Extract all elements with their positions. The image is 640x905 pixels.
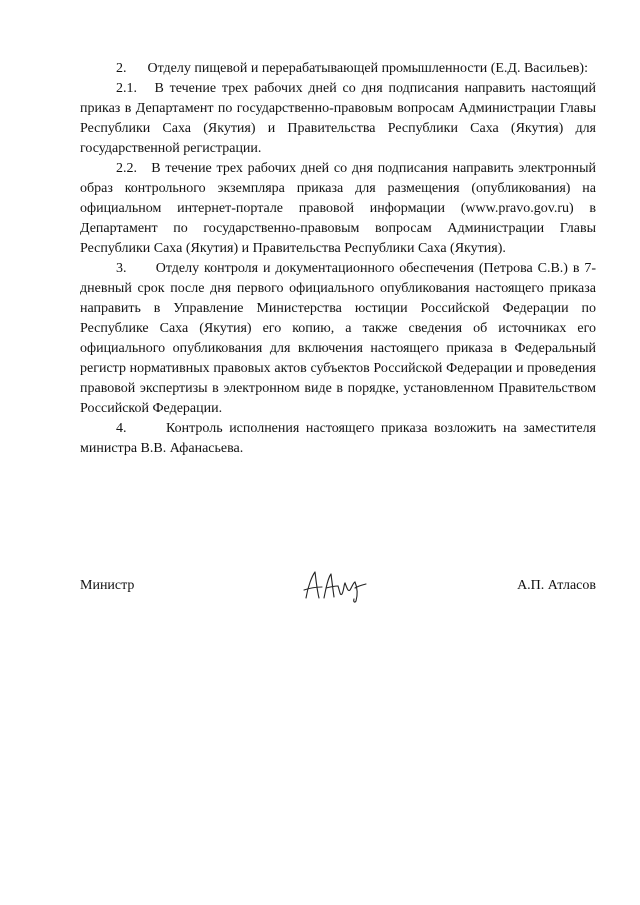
- document-body: [80, 59, 596, 459]
- signature-block: [80, 578, 596, 608]
- paragraph-3: 3. Отделу контроля и документационного обеспечения (Петрова С.В.) в 7-дневный срок после дня первого официального опубликования настоящего приказа направить в Управление Министерства юстиции Российской Федерации по Республике Саха (Якутия) его копию, а также сведения об источниках его официального опубликования для включения настоящего приказа в Федеральный регистр нормативных правовых актов субъектов Российской Федерации и проведения правовой экспертизы в электронном виде в порядке, установленном Правительством Российской Федерации.: [80, 261, 596, 416]
- signatory-name: А.П. Атласов: [517, 578, 596, 593]
- paragraph-4: 4. Контроль исполнения настоящего приказа возложить на заместителя министра В.В. Афанасьева.: [80, 421, 596, 456]
- paragraph-2: 2. Отделу пищевой и перерабатывающей промышленности (Е.Д. Васильев):: [116, 61, 588, 76]
- handwritten-signature: [300, 568, 370, 604]
- paragraph-2-1: 2.1. В течение трех рабочих дней со дня подписания направить настоящий приказ в Департамент по государственно-правовым вопросам Администрации Главы Республики Саха (Якутия) и Правительства Республики Саха (Якутия) для государственной регистрации.: [80, 81, 596, 156]
- signatory-role: Министр: [80, 578, 135, 593]
- paragraph-2-2: 2.2. В течение трех рабочих дней со дня подписания направить электронный образ контрольного экземпляра приказа для размещения (опубликования) на официальном интернет-портале правовой информации (www.pravo.gov.ru) в Департамент по государственно-правовым вопросам Администрации Главы Республики Саха (Якутия) и Правительства Республики Саха (Якутия).: [80, 161, 596, 256]
